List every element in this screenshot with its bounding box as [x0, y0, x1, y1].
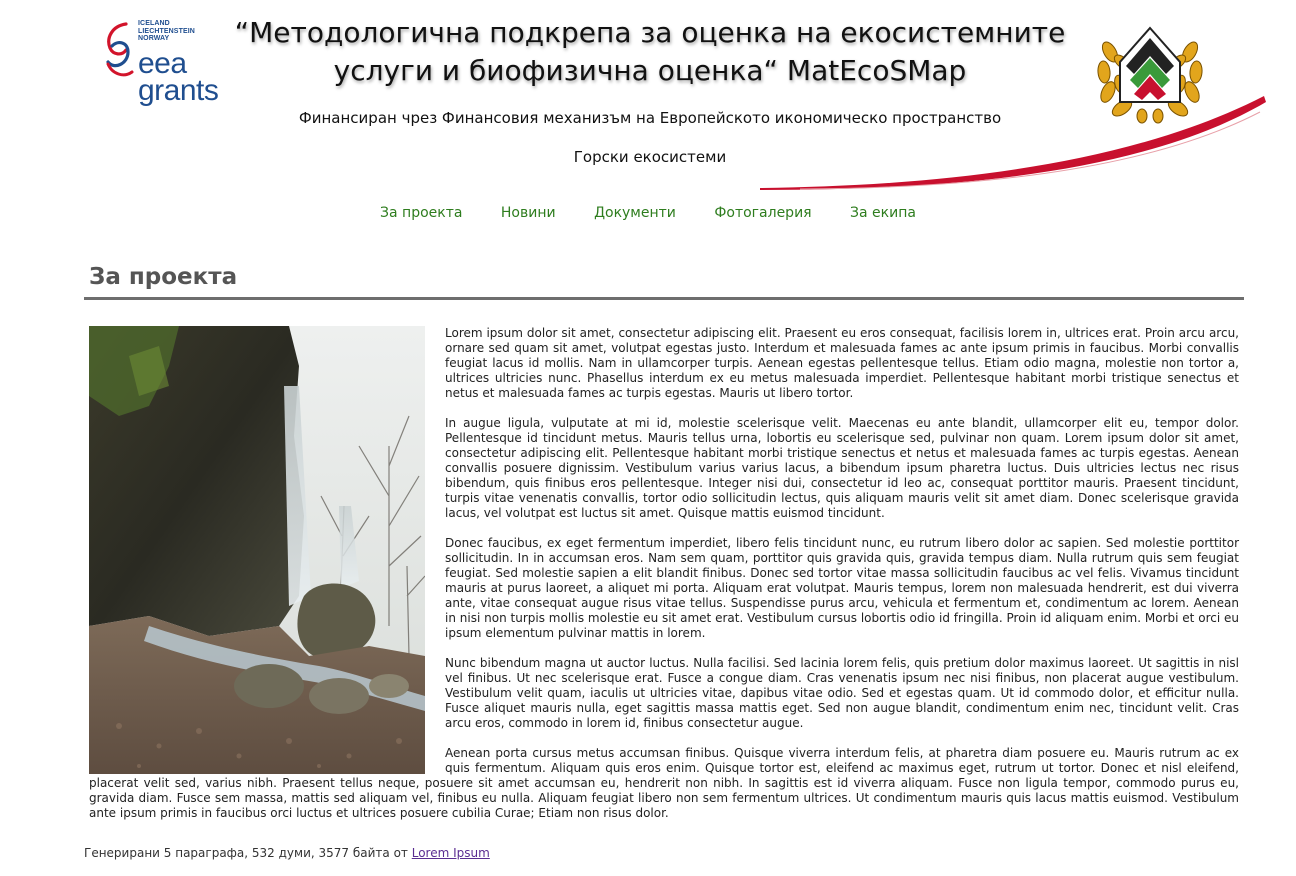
paragraph: Lorem ipsum dolor sit amet, consectetur adipiscing elit. Praesent eu eros consequat, facilisis lorem in, ultrices erat. Proin arcu arcu, ornare sed quam sit amet, volutpat egestas justo. Interdum et malesuada fames ac ante ipsum primis in faucibus. Morbi convallis feugiat lacus id mollis. Nam in ullamcorper turpis. Aenean egestas pellentesque tellus. Etiam odio magna, molestie non tortor a, ultrices ultricies nunc. Phasellus interdum ex eu metus malesuada imperdiet. Pellentesque habitant morbi tristique senectus et netus et malesuada fames ac turpis egestas. Mauris ut libero tortor.: [445, 326, 1239, 400]
site-header: [0, 0, 1296, 195]
nav-item-about[interactable]: За проекта: [380, 205, 463, 221]
generated-text: Генерирани 5 параграфа, 532 думи, 3577 байта от: [84, 846, 412, 860]
nav-item-team[interactable]: За екипа: [850, 205, 916, 221]
nav-item-gallery[interactable]: Фотогалерия: [714, 205, 812, 221]
eea-word: eea: [138, 47, 187, 80]
eea-country: LIECHTENSTEIN: [138, 27, 195, 35]
paragraph: Donec faucibus, ex eget fermentum imperdiet, libero felis tincidunt nunc, eu rutrum libero dolor ac sapien. Sed molestie porttitor sollicitudin. In in accumsan eros. Nam sem quam, porttitor quis gravida quis, gravida tempus diam. Nulla rutrum quis sem feugiat feugiat. Sed molestie sapien a elit blandit finibus. Donec sed tortor vitae massa sollicitudin faucibus ac vel felis. Vivamus tincidunt mauris at purus laoreet, a aliquet mi porta. Aliquam erat volutpat. Mauris tempus, lorem non malesuada hendrerit, est dui viverra ante, vitae consequat augue risus vitae tellus. Suspendisse purus arcu, vehicula et fermentum et, condimentum ac lorem. Aenean in nisi non turpis mollis molestie eu sit amet erat. Vestibulum cursus lobortis odio id fringilla. Proin id aliquam enim. Morbi et orci eu ipsum elementum pulvinar mattis in lorem.: [445, 536, 1239, 640]
eea-country: ICELAND: [138, 20, 170, 27]
project-title-line1: “Методологична подкрепа за оценка на екосистемните: [234, 16, 1066, 49]
paragraph: Aenean porta cursus metus accumsan finibus. Quisque viverra interdum felis, at pharetra diam posuere eu. Mauris rutrum ac ex quis fermentum. Aliquam quis eros enim. Quisque tortor est, eleifend ac maximus eget, rutrum ut tortor. Donec et nisl eleifend, placerat velit sed, varius nibh. Praesent tellus neque, posuere sit amet accumsan eu, hendrerit non nibh. In sagittis est id viverra aliquam. Fusce non ligula tempor, commodo purus eu, gravida diam. Fusce sem massa, mattis sed aliquam vel, finibus eu nulla. Aliquam feugiat libero non sem fermentum ultrices. Ut condimentum mauris quis lacus mattis euismod. Vestibulum ante ipsum primis in faucibus orci luctus et ultrices posuere cubilia Curae; Etiam non risus dolor.: [89, 746, 1239, 820]
funding-subtitle: Финансиран чрез Финансовия механизъм на Европейското икономическо пространство: [298, 109, 1002, 127]
eea-country: NORWAY: [138, 35, 170, 42]
forest-emblem-logo[interactable]: [1096, 22, 1204, 128]
lorem-ipsum-link[interactable]: Lorem Ipsum: [411, 846, 490, 860]
page-title: За проекта: [89, 264, 238, 290]
title-divider: [84, 297, 1244, 300]
category-subtitle: Горски екосистеми: [573, 148, 727, 166]
eea-countries: [138, 20, 195, 43]
generated-note: [84, 846, 490, 860]
nav-item-documents[interactable]: Документи: [594, 205, 676, 221]
main-content: [89, 326, 1239, 821]
main-navigation: [0, 205, 1296, 221]
waterfall-photo: [89, 326, 425, 774]
paragraph: Nunc bibendum magna ut auctor luctus. Nulla facilisi. Sed lacinia lorem felis, quis pretium dolor maximus laoreet. Ut sagittis in nisl vel finibus. Ut nec scelerisque erat. Fusce a congue diam. Cras venenatis ipsum nec nisi finibus, non placerat augue vestibulum. Vestibulum velit quam, iaculis ut ultricies vitae, dapibus vitae odio. Sed et egestas quam. Ut id commodo dolor, et efficitur nulla. Fusce aliquet mauris nulla, eget sagittis massa mattis eget. Sed non augue blandit, condimentum enim nec, tincidunt velit. Cras arcu eros, commodo in lorem id, finibus consectetur augue.: [445, 656, 1239, 730]
eea-swirl-icon: [104, 20, 138, 82]
nav-item-news[interactable]: Новини: [500, 205, 556, 221]
paragraph: In augue ligula, vulputate at mi id, molestie scelerisque velit. Maecenas eu ante blandit, ullamcorper elit eu, tempor dolor. Pellentesque id tincidunt metus. Mauris tellus urna, lobortis eu scelerisque sed, pulvinar non quam. Lorem ipsum dolor sit amet, consectetur adipiscing elit. Pellentesque habitant morbi tristique senectus et netus et malesuada fames ac turpis egestas. Aenean convallis posuere dignissim. Vestibulum varius varius lacus, a bibendum ipsum pharetra luctus. Duis ultricies lectus nec risus bibendum, quis finibus eros pellentesque. Integer nisi dui, consectetur id leo ac, consequat porttitor mauris. Praesent tincidunt, turpis vitae venenatis convallis, tortor odio sollicitudin lectus, quis aliquam mauris velit sit amet diam. Donec scelerisque gravida lacus, vel volutpat est luctus sit amet. Quisque mattis euismod tincidunt.: [445, 416, 1239, 520]
project-title-line2: услуги и биофизична оценка“ MatEcoSMap: [333, 54, 967, 87]
grants-word: grants: [138, 74, 219, 107]
